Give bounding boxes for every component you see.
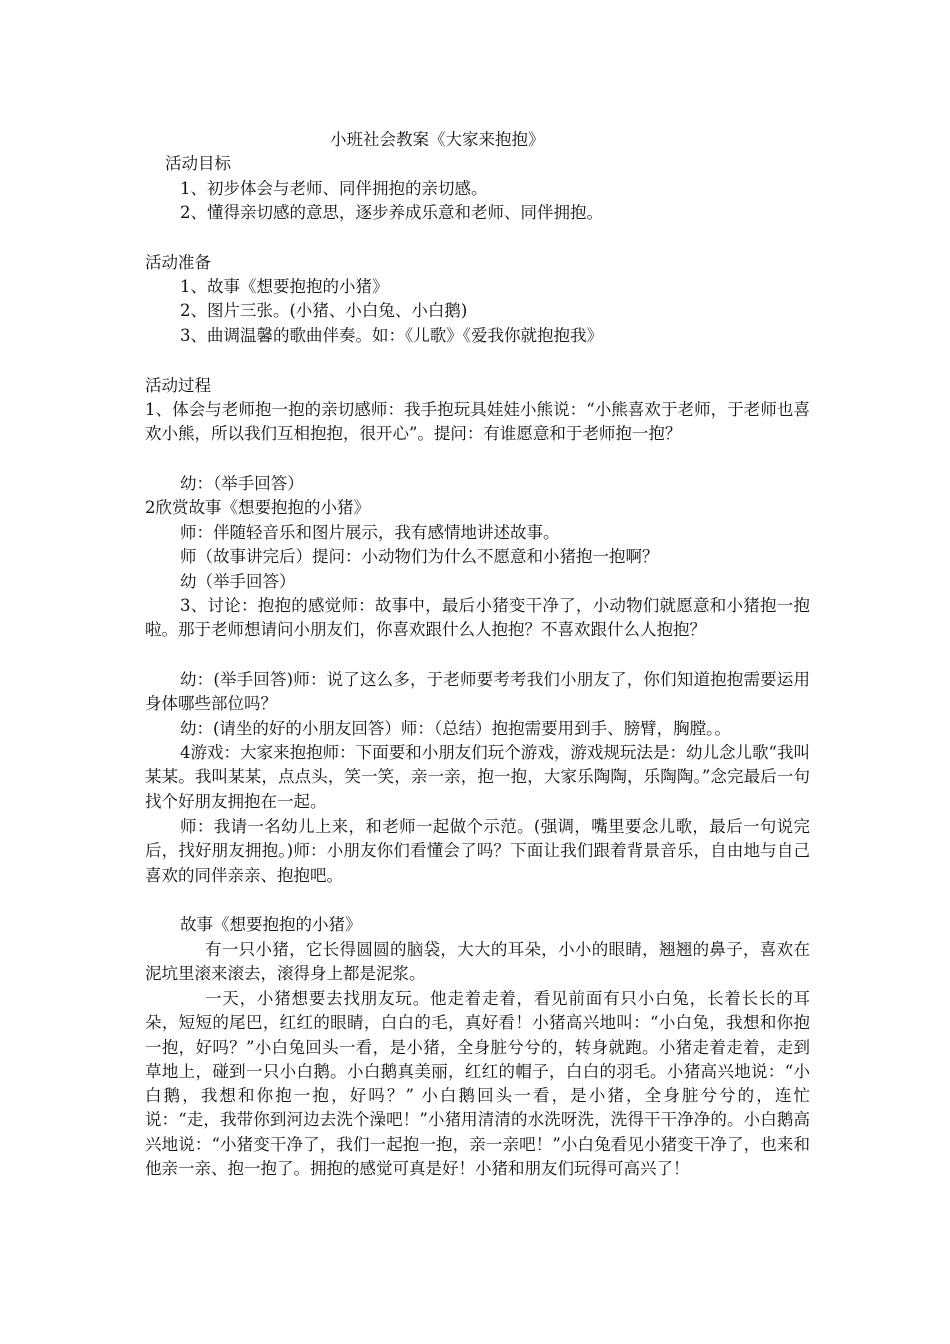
story-paragraph-2: 一天，小猪想要去找朋友玩。他走着走着，看见前面有只小白兔，长着长长的耳朵，短短的尾巴，红红的眼睛，白白的毛，真好看！小猪高兴地叫：“小白兔，我想和你抱一抱，好吗？”小白兔回头一看，是小猪，全身脏兮兮的，转身就跑。小猪走着走着，走到草地上，碰到一只小白鹅。小白鹅真美丽，红红的帽子，白白的羽毛。小猪高兴地说：“小白鹅，我想和你抱一抱，好吗？” 小白鹅回头一看，是小猪，全身脏兮兮的，连忙说：“走，我带你到河边去洗个澡吧！”小猪用清清的水洗呀洗，洗得干干净净的。小白鹅高兴地说：“小猪变干净了，我们一起抱一抱，亲一亲吧！”小白兔看见小猪变干净了，也来和他亲一亲、抱一抱了。拥抱的感觉可真是好！小猪和朋友们玩得可高兴了！ xyxy=(145,989,810,1179)
prep-item: 3、曲调温馨的歌曲伴奏。如：《儿歌》《爱我你就抱抱我》 xyxy=(180,326,603,345)
prep-item: 2、图片三张。(小猪、小白兔、小白鹅) xyxy=(180,301,468,320)
teacher-line: 师：伴随轻音乐和图片展示，我有感情地讲述故事。 xyxy=(180,523,560,542)
process-step-1: 1、体会与老师抱一抱的亲切感师：我手抱玩具娃娃小熊说：“小熊喜欢于老师，于老师也喜欢小熊，所以我们互相抱抱，很开心”。提问：有谁愿意和于老师抱一抱？ xyxy=(145,400,810,444)
process-step-3: 3、讨论：抱抱的感觉师：故事中，最后小猪变干净了，小动物们就愿意和小猪抱一抱啦。那于老师想请问小朋友们，你喜欢跟什么人抱抱？不喜欢跟什么人抱抱？ xyxy=(145,596,810,640)
prep-item: 1、故事《想要抱抱的小猪》 xyxy=(180,277,389,296)
process-step-5: 师：我请一名幼儿上来，和老师一起做个示范。(强调，嘴里要念儿歌，最后一句说完后，找好朋友拥抱。)师：小朋友你们看懂会了吗？下面让我们跟着背景音乐，自由地与自己喜欢的同伴亲亲、抱抱吧。 xyxy=(145,817,810,885)
page-title: 小班社会教案《大家来抱抱》 xyxy=(330,130,545,149)
prep-heading: 活动准备 xyxy=(145,253,211,272)
process-step-2-heading: 2欣赏故事《想要抱抱的小猪》 xyxy=(145,498,370,517)
child-answer: 幼（举手回答） xyxy=(180,572,296,591)
goal-item: 2、懂得亲切感的意思，逐步养成乐意和老师、同伴拥抱。 xyxy=(180,203,603,222)
process-step-3-summary: 幼：(请坐的好的小朋友回答）师：（总结）抱抱需要用到手、膀臂，胸膛。。 xyxy=(180,719,731,738)
goal-item: 1、初步体会与老师、同伴拥抱的亲切感。 xyxy=(180,179,488,198)
process-step-4: 4游戏：大家来抱抱师：下面要和小朋友们玩个游戏，游戏规玩法是：幼儿念儿歌“我叫某某。我叫某某，点点头，笑一笑，亲一亲，抱一抱，大家乐陶陶，乐陶陶。”念完最后一句找个好朋友拥抱在一起。 xyxy=(145,743,810,811)
goals-heading: 活动目标 xyxy=(165,154,231,173)
story-heading: 故事《想要抱抱的小猪》 xyxy=(180,915,362,934)
teacher-question: 师（故事讲完后）提问：小动物们为什么不愿意和小猪抱一抱啊？ xyxy=(180,547,659,566)
story-paragraph-1: 有一只小猪，它长得圆圆的脑袋，大大的耳朵，小小的眼睛，翘翘的鼻子，喜欢在泥坑里滚来滚去，滚得身上都是泥浆。 xyxy=(145,940,810,984)
process-step-3-answer: 幼：(举手回答)师：说了这么多，于老师要考考我们小朋友了，你们知道抱抱需要运用身体哪些部位吗？ xyxy=(145,670,810,714)
child-answer: 幼：（举手回答） xyxy=(180,474,304,493)
process-heading: 活动过程 xyxy=(145,376,211,395)
